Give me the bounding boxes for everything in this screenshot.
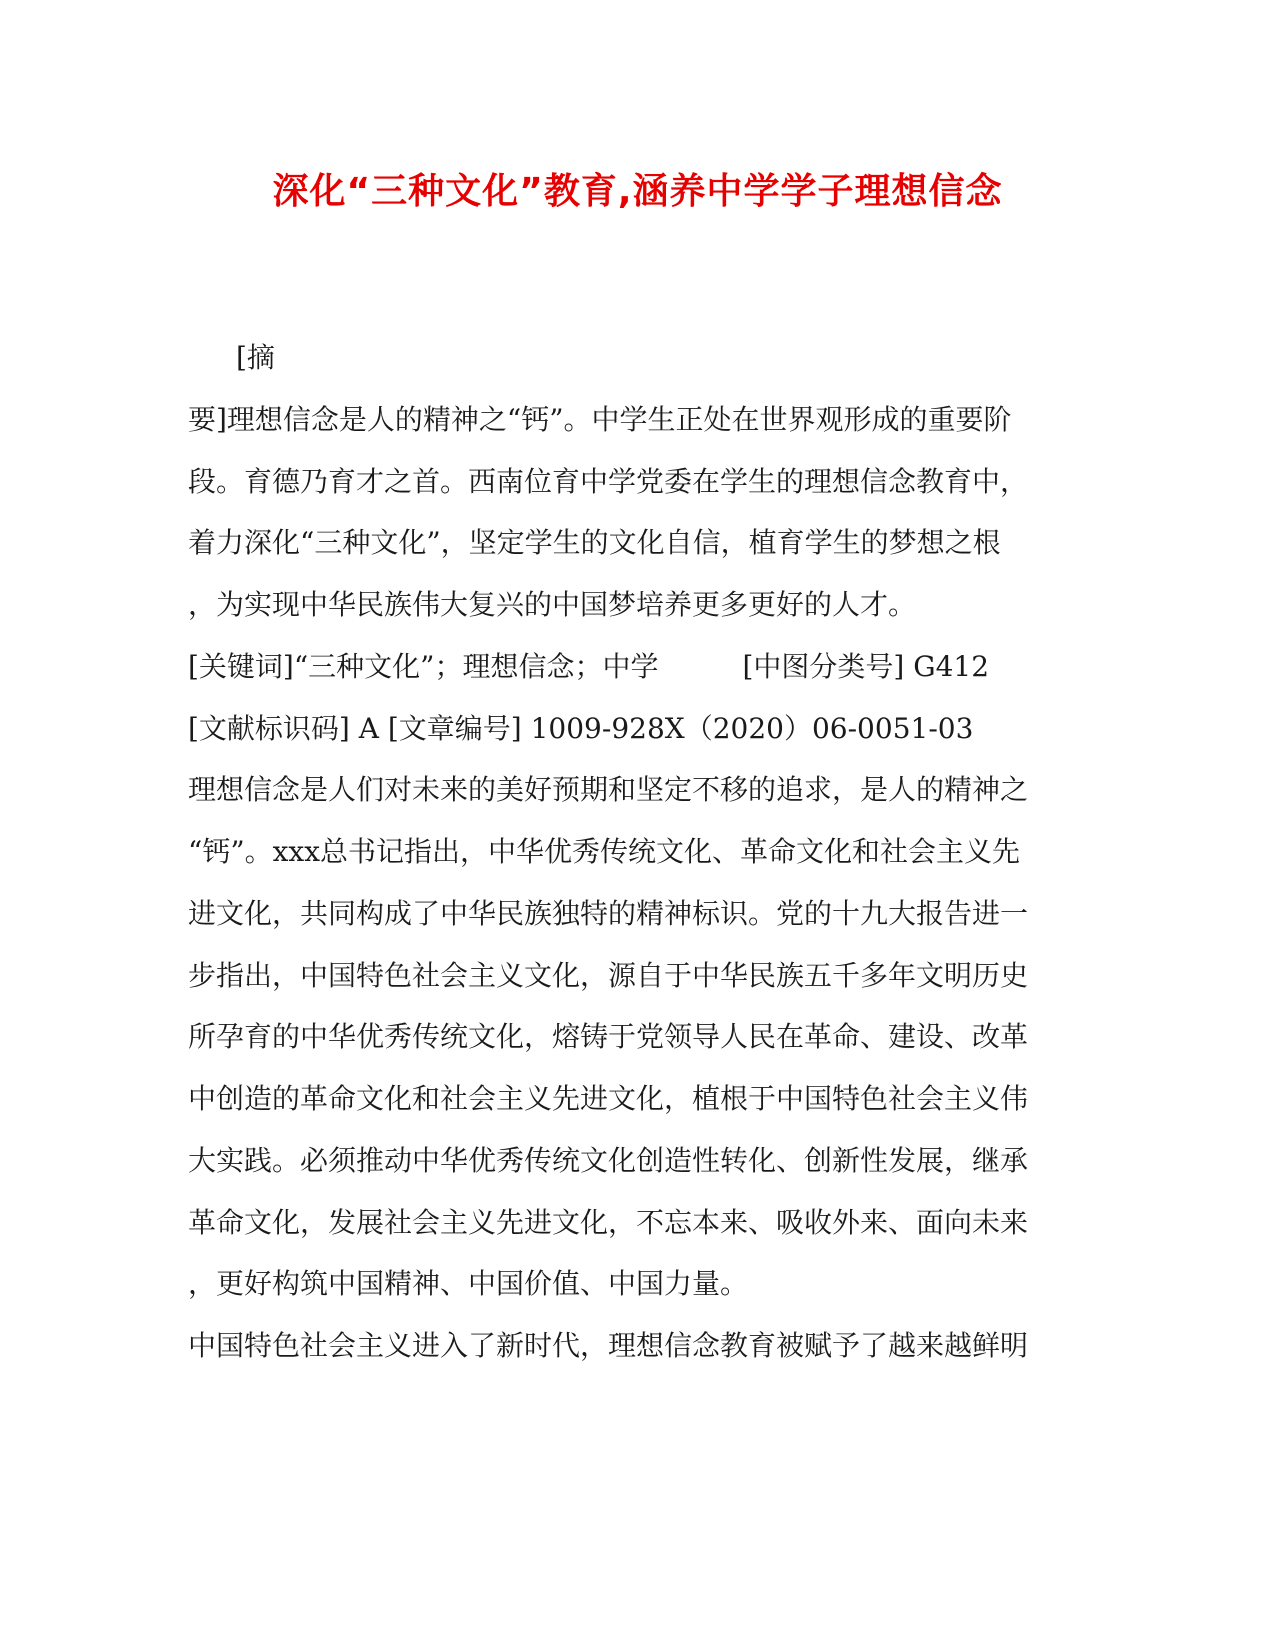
abstract-line-4: 着力深化“三种文化”，坚定学生的文化自信，植育学生的梦想之根 (188, 526, 1001, 559)
body-line-7: 大实践。必须推动中华优秀传统文化创造性转化、创新性发展，继承 (188, 1144, 1029, 1177)
body-line-1: 理想信念是人们对未来的美好预期和坚定不移的追求，是人的精神之 (188, 773, 1029, 806)
document-id-line: [文献标识码] A [文章编号] 1009-928X（2020）06-0051-03 (188, 712, 974, 745)
body-line-4: 步指出，中国特色社会主义文化，源自于中华民族五千多年文明历史 (188, 959, 1029, 992)
keywords-line: [关键词]“三种文化”；理想信念；中学 [中图分类号] G412 (188, 650, 990, 683)
abstract-line-3: 段。育德乃育才之首。西南位育中学党委在学生的理想信念教育中， (188, 465, 1029, 498)
body-line-6: 中创造的革命文化和社会主义先进文化，植根于中国特色社会主义伟 (188, 1082, 1029, 1115)
body-line-8: 革命文化，发展社会主义先进文化，不忘本来、吸收外来、面向未来 (188, 1206, 1029, 1239)
body-line-2: “钙”。xxx总书记指出，中华优秀传统文化、革命文化和社会主义先 (188, 835, 1021, 868)
abstract-line-2: 要]理想信念是人的精神之“钙”。中学生正处在世界观形成的重要阶 (188, 403, 1012, 436)
abstract-line-5: ，为实现中华民族伟大复兴的中国梦培养更多更好的人才。 (188, 588, 917, 621)
body-line-5: 所孕育的中华优秀传统文化，熔铸于党领导人民在革命、建设、改革 (188, 1020, 1029, 1053)
abstract-line-1: [摘 (236, 341, 275, 374)
body-line-10: 中国特色社会主义进入了新时代，理想信念教育被赋予了越来越鲜明 (188, 1329, 1029, 1362)
body-line-9: ，更好构筑中国精神、中国价值、中国力量。 (188, 1267, 749, 1300)
article-title: 深化“三种文化”教育,涵养中学学子理想信念 (272, 171, 1003, 212)
body-line-3: 进文化，共同构成了中华民族独特的精神标识。党的十九大报告进一 (188, 897, 1029, 930)
